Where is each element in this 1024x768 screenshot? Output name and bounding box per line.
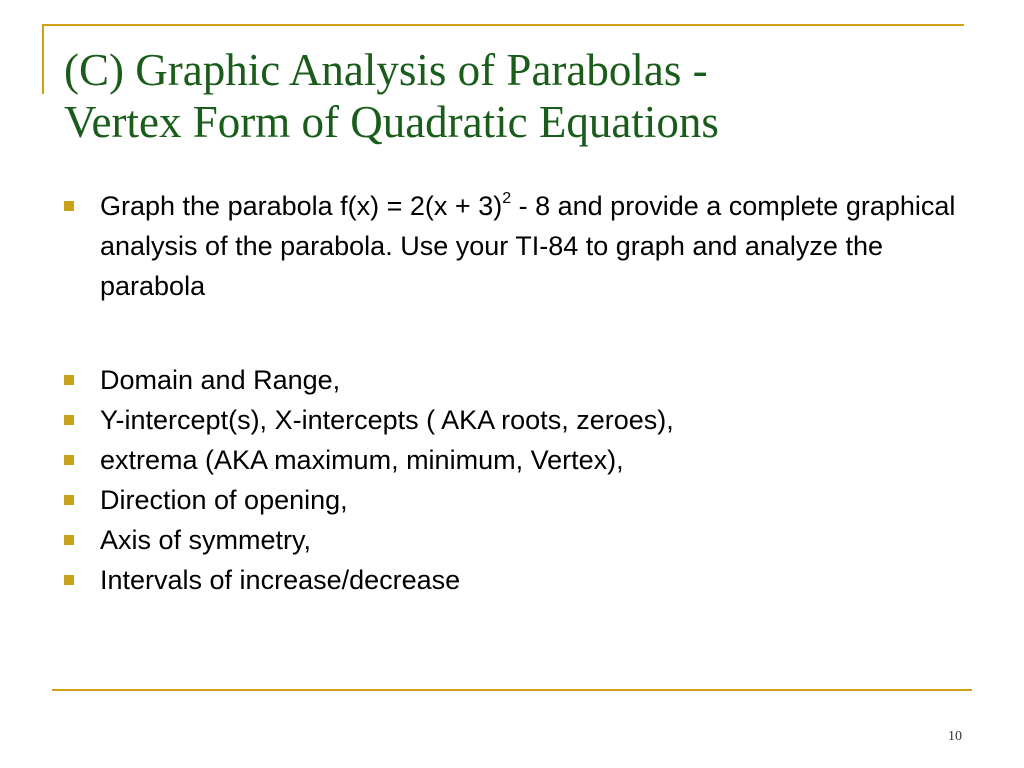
bullet-item xyxy=(62,440,962,480)
top-border-line xyxy=(42,24,964,26)
bullet-list xyxy=(62,186,962,600)
bullet-item-text: Y-intercept(s), X-intercepts ( AKA roots, zeroes), xyxy=(100,405,674,435)
bullet-item-text: extrema (AKA maximum, minimum, Vertex), xyxy=(100,445,624,475)
bullet-item-text: Axis of symmetry, xyxy=(100,525,312,555)
square-bullet-icon xyxy=(64,535,74,545)
bullet-item-text: Direction of opening, xyxy=(100,485,348,515)
intro-superscript: 2 xyxy=(502,190,512,207)
square-bullet-icon xyxy=(64,375,74,385)
bullet-item-intro xyxy=(62,186,962,306)
bullet-item xyxy=(62,520,962,560)
square-bullet-icon xyxy=(64,455,74,465)
bullet-item xyxy=(62,360,962,400)
list-spacer xyxy=(62,306,962,360)
bullet-item xyxy=(62,560,962,600)
slide-title-line-1: (C) Graphic Analysis of Parabolas - xyxy=(64,45,708,95)
slide-title-line-2: Vertex Form of Quadratic Equations xyxy=(64,97,719,147)
bullet-item xyxy=(62,400,962,440)
bullet-item xyxy=(62,480,962,520)
footer-separator-line xyxy=(52,689,972,691)
page-number: 10 xyxy=(948,729,962,744)
square-bullet-icon xyxy=(64,495,74,505)
square-bullet-icon xyxy=(64,201,74,211)
square-bullet-icon xyxy=(64,415,74,425)
intro-text-part-2: - 8 and provide a complete graphical analysis of the parabola. Use your TI-84 to graph and analyze the parabola xyxy=(100,191,956,301)
left-border-line xyxy=(42,24,44,94)
intro-text-part-1: Graph the parabola f(x) = 2(x + 3) xyxy=(100,191,503,221)
bullet-item-text: Domain and Range, xyxy=(100,365,341,395)
bullet-item-text: Intervals of increase/decrease xyxy=(100,565,461,595)
slide-title xyxy=(64,44,994,148)
square-bullet-icon xyxy=(64,575,74,585)
